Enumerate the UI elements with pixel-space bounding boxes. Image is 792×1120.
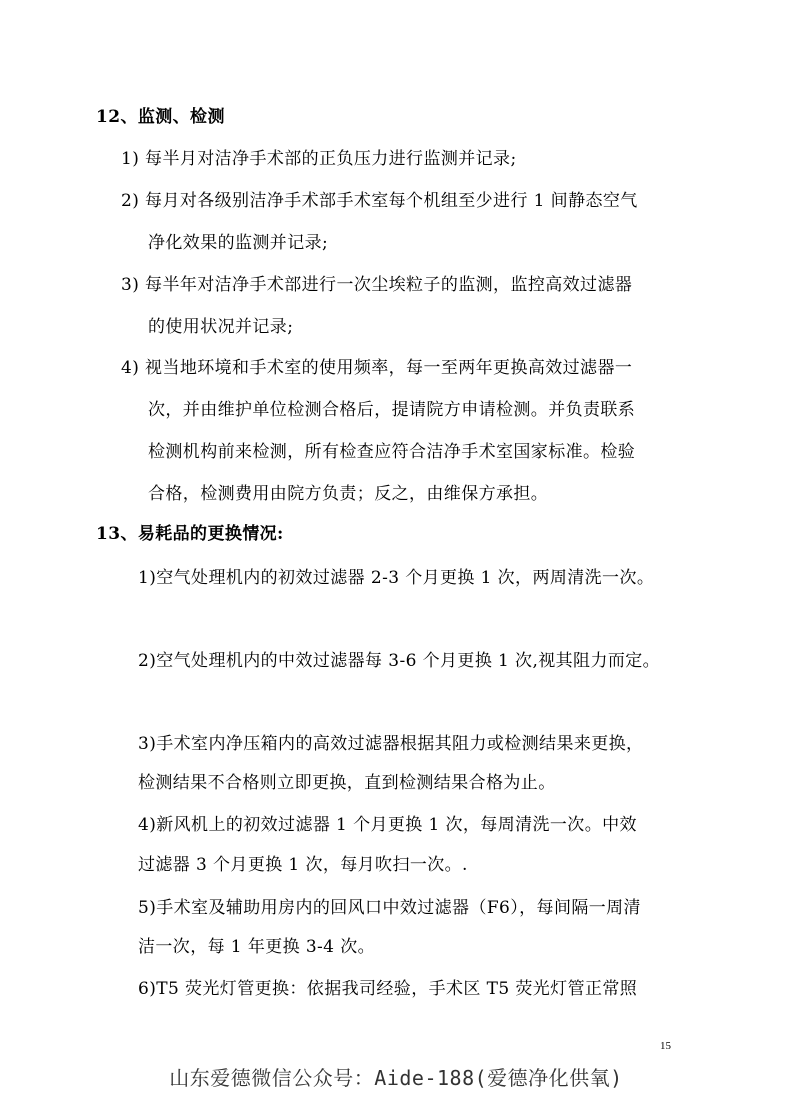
section-12-item-3-cont: 的使用状况并记录; [148, 317, 294, 337]
section-12-heading: 12、监测、检测 [96, 107, 225, 127]
section-12-item-4-cont-3: 合格，检测费用由院方负责；反之，由维保方承担。 [148, 484, 549, 504]
section-13-item-1: 1)空气处理机内的初效过滤器 2-3 个月更换 1 次，两周清洗一次。 [138, 568, 655, 588]
section-12-item-1: 1) 每半月对洁净手术部的正负压力进行监测并记录; [121, 149, 517, 169]
section-12-item-4-cont-1: 次，并由维护单位检测合格后，提请院方申请检测。并负责联系 [148, 400, 636, 420]
section-12-item-4-cont-2: 检测机构前来检测，所有检查应符合洁净手术室国家标准。检验 [148, 442, 636, 462]
section-13-item-6: 6)T5 荧光灯管更换：依据我司经验，手术区 T5 荧光灯管正常照 [138, 979, 638, 999]
section-13-item-3: 3)手术室内净压箱内的高效过滤器根据其阻力或检测结果来更换， [138, 734, 644, 754]
section-13-item-5: 5)手术室及辅助用房内的回风口中效过滤器（F6），每间隔一周清 [138, 898, 641, 918]
section-13-heading: 13、易耗品的更换情况: [96, 524, 284, 544]
section-13-item-4-cont: 过滤器 3 个月更换 1 次，每月吹扫一次。. [138, 855, 468, 875]
footer-watermark: 山东爱德微信公众号：Aide-188(爱德净化供氧) [169, 1066, 623, 1090]
section-12-item-4: 4) 视当地环境和手术室的使用频率，每一至两年更换高效过滤器一 [121, 358, 633, 378]
section-13-item-5-cont: 洁一次，每 1 年更换 3-4 次。 [138, 937, 376, 957]
section-12-item-2: 2) 每月对各级别洁净手术部手术室每个机组至少进行 1 间静态空气 [121, 191, 638, 211]
section-12-item-3: 3) 每半年对洁净手术部进行一次尘埃粒子的监测，监控高效过滤器 [121, 275, 633, 295]
section-12-item-2-cont: 净化效果的监测并记录; [148, 233, 329, 253]
section-13-item-2: 2)空气处理机内的中效过滤器每 3-6 个月更换 1 次,视其阻力而定。 [138, 651, 661, 671]
section-13-item-3-cont: 检测结果不合格则立即更换，直到检测结果合格为止。 [138, 773, 556, 793]
page-number: 15 [660, 1040, 671, 1052]
section-13-item-4: 4)新风机上的初效过滤器 1 个月更换 1 次，每周清洗一次。中效 [138, 815, 637, 835]
